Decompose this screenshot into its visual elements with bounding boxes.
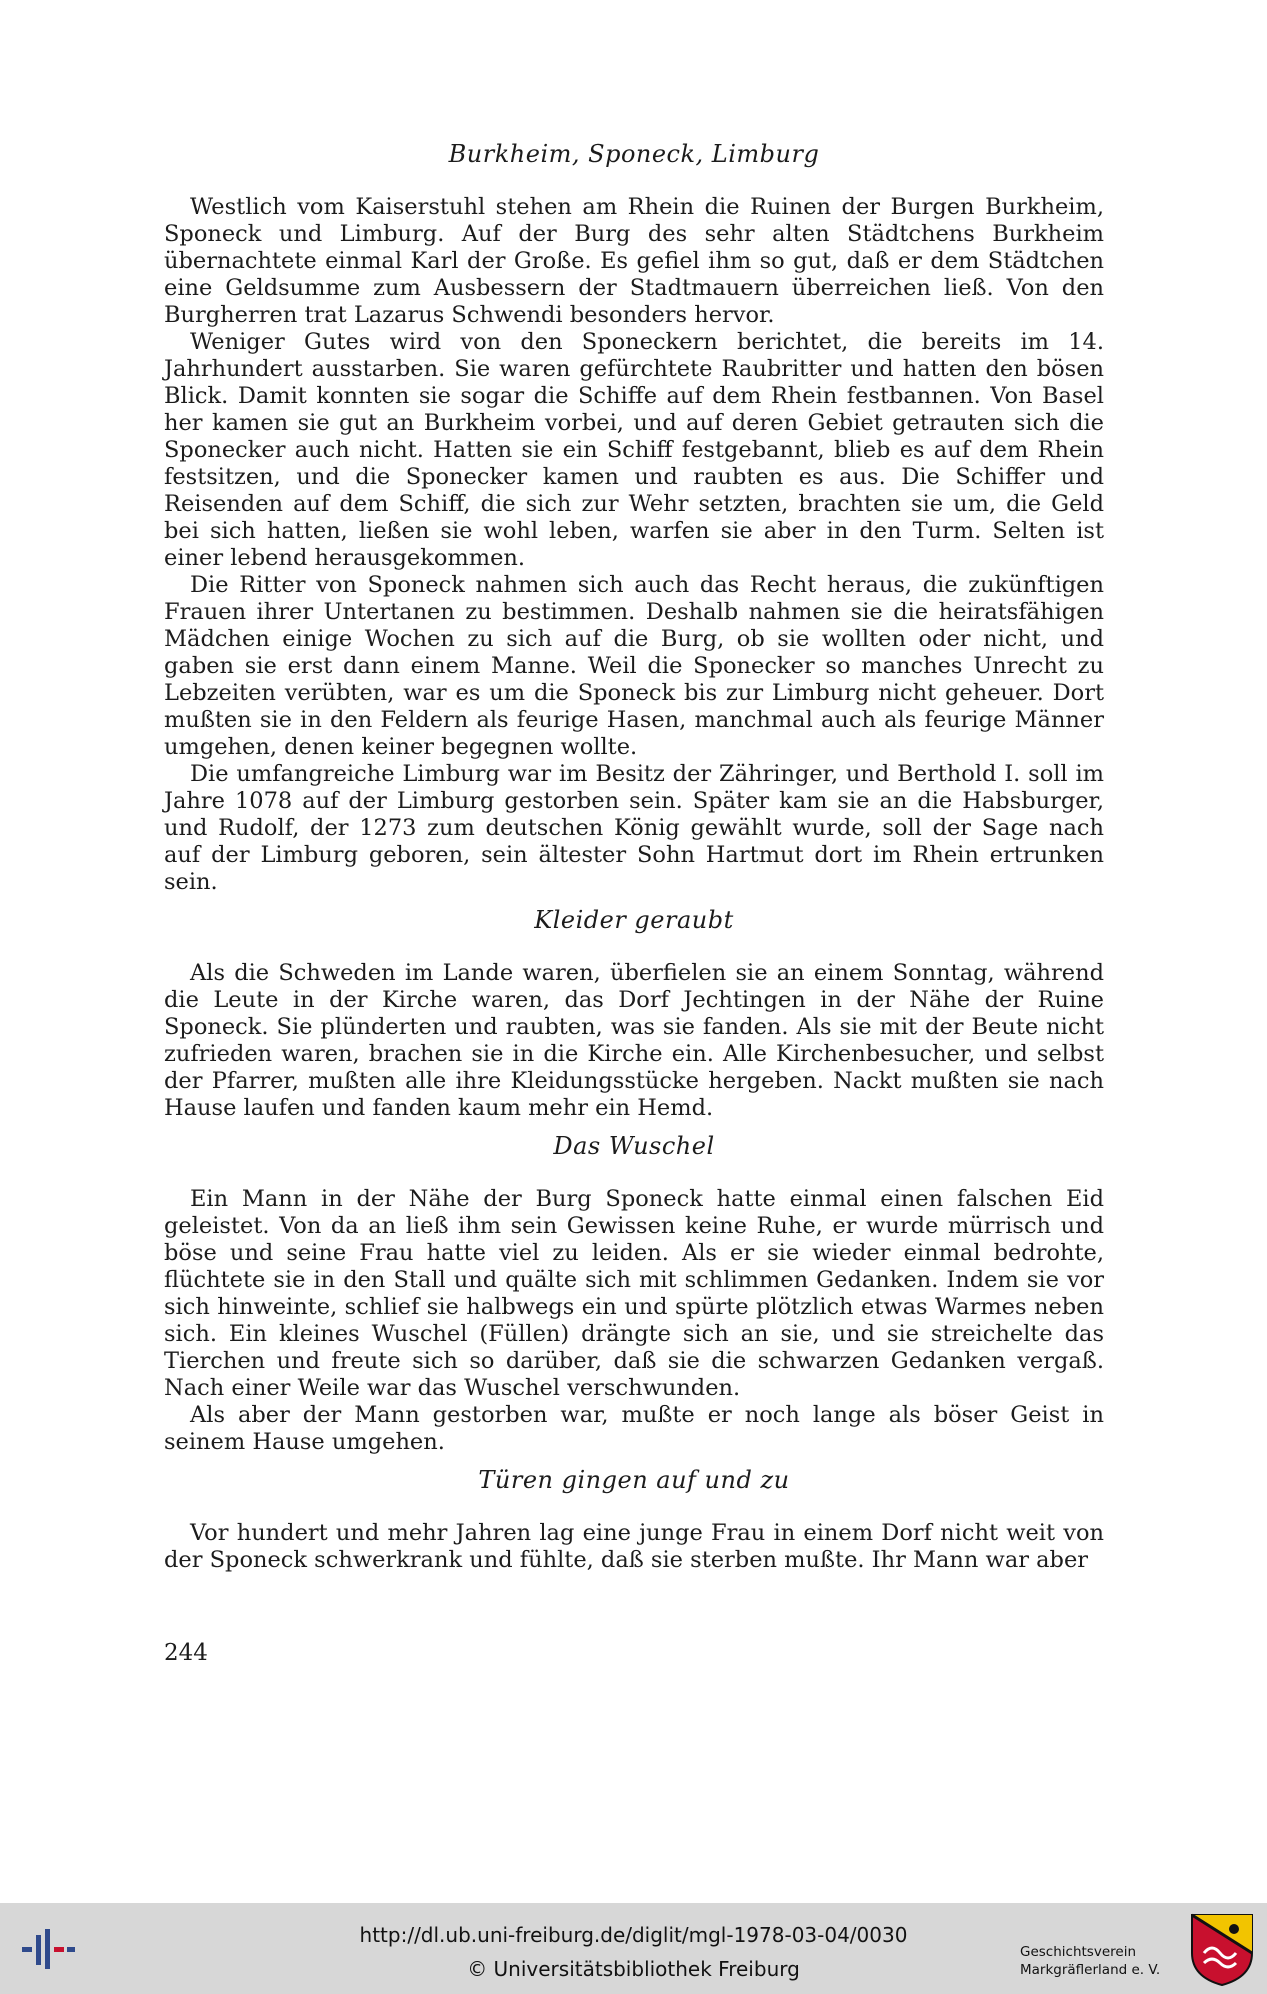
paragraph: Die umfangreiche Limburg war im Besitz der Zähringer, und Berthold I. soll im Jahre 1078 auf der Limburg gestorben sein. Später kam sie an die Habsburger, und Rudolf, der 1273 zum deutschen König gewählt wurde, soll der Sage nach auf der Limburg geboren, sein ältester Sohn Hartmut dort im Rhein ertrunken sein.	[164, 761, 1104, 895]
section	[164, 906, 1104, 1122]
paragraph: Weniger Gutes wird von den Sponeckern berichtet, die bereits im 14. Jahrhundert ausstarben. Sie waren gefürchtete Raubritter und hatten den bösen Blick. Damit konnten sie sogar die Schiffe auf dem Rhein festbannen. Von Basel her kamen sie gut an Burkheim vorbei, und auf deren Gebiet getrauten sich die Sponecker auch nicht. Hatten sie ein Schiff festgebannt, blieb es auf dem Rhein festsitzen, und die Sponecker kamen und raubten es aus. Die Schiffer und Reisenden auf dem Schiff, die sich zur Wehr setzten, brachten sie um, die Geld bei sich hatten, ließen sie wohl leben, warfen sie aber in den Turm. Selten ist einer lebend herausgekommen.	[164, 329, 1104, 571]
section	[164, 140, 1104, 896]
footer-bar	[0, 1903, 1267, 1994]
society-name	[1020, 1943, 1160, 1979]
page-text	[164, 140, 1104, 1574]
section-heading: Burkheim, Sponeck, Limburg	[448, 140, 820, 168]
paragraph: Vor hundert und mehr Jahren lag eine junge Frau in einem Dorf nicht weit von der Sponeck schwerkrank und fühlte, daß sie sterben mußte. Ihr Mann war aber	[164, 1520, 1104, 1573]
document-url-link[interactable]: http://dl.ub.uni-freiburg.de/diglit/mgl-1978-03-04/0030	[359, 1923, 908, 1947]
section-heading: Das Wuschel	[553, 1132, 715, 1160]
society-line: Markgräflerland e. V.	[1020, 1962, 1161, 1978]
section	[164, 1132, 1104, 1456]
section-heading: Kleider geraubt	[534, 906, 734, 934]
paragraph: Westlich vom Kaiserstuhl stehen am Rhein die Ruinen der Burgen Burkheim, Sponeck und Limburg. Auf der Burg des sehr alten Städtchens Burkheim übernachtete einmal Karl der Große. Es gefiel ihm so gut, daß er dem Städtchen eine Geldsumme zum Ausbessern der Stadtmauern überreichen ließ. Von den Burgherren trat Lazarus Schwendi besonders hervor.	[164, 194, 1104, 328]
page-number: 244	[164, 1640, 208, 1666]
paragraph: Die Ritter von Sponeck nahmen sich auch das Recht heraus, die zukünftigen Frauen ihrer Untertanen zu bestimmen. Deshalb nahmen sie die heiratsfähigen Mädchen einige Wochen zu sich auf die Burg, ob sie wollten oder nicht, und gaben sie erst dann einem Manne. Weil die Sponecker so manches Unrecht zu Lebzeiten verübten, war es um die Sponeck bis zur Limburg nicht geheuer. Dort mußten sie in den Feldern als feurige Hasen, manchmal auch als feurige Männer umgehen, denen keiner begegnen wollte.	[164, 572, 1104, 760]
section-heading: Türen gingen auf und zu	[478, 1466, 790, 1494]
coat-of-arms-icon	[1190, 1913, 1254, 1987]
society-line: Geschichtsverein	[1020, 1944, 1136, 1960]
section	[164, 1466, 1104, 1574]
copyright-text: © Universitätsbibliothek Freiburg	[467, 1957, 800, 1981]
paragraph: Als aber der Mann gestorben war, mußte er noch lange als böser Geist in seinem Hause umgehen.	[164, 1402, 1104, 1455]
paragraph: Als die Schweden im Lande waren, überfielen sie an einem Sonntag, während die Leute in der Kirche waren, das Dorf Jechtingen in der Nähe der Ruine Sponeck. Sie plünderten und raubten, was sie fanden. Als sie mit der Beute nicht zufrieden waren, brachen sie in die Kirche ein. Alle Kirchenbesucher, und selbst der Pfarrer, mußten alle ihre Kleidungsstücke hergeben. Nackt mußten sie nach Hause laufen und fanden kaum mehr ein Hemd.	[164, 960, 1104, 1121]
paragraph: Ein Mann in der Nähe der Burg Sponeck hatte einmal einen falschen Eid geleistet. Von da an ließ ihm sein Gewissen keine Ruhe, er wurde mürrisch und böse und seine Frau hatte viel zu leiden. Als er sie wieder einmal bedrohte, flüchtete sie in den Stall und quälte sich mit schlimmen Gedanken. Indem sie vor sich hinweinte, schlief sie halbwegs ein und spürte plötzlich etwas Warmes neben sich. Ein kleines Wuschel (Füllen) drängte sich an sie, und sie streichelte das Tierchen und freute sich so darüber, daß sie die schwarzen Gedanken vergaß. Nach einer Weile war das Wuschel verschwunden.	[164, 1186, 1104, 1401]
